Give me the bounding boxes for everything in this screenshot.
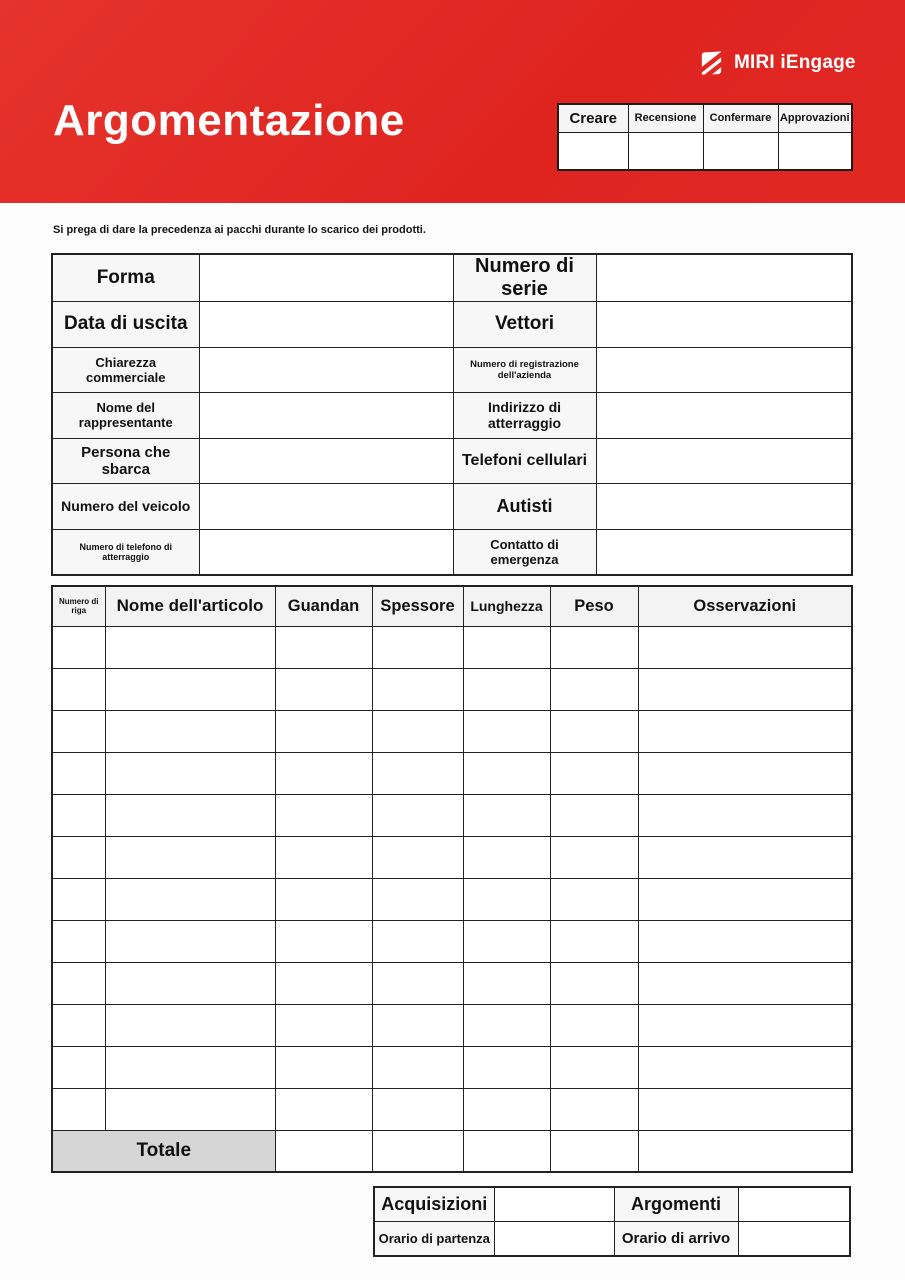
info-row [52,484,852,530]
field-data-di-uscita[interactable] [199,302,453,348]
item-cell-thickness[interactable] [372,1004,463,1046]
item-cell-thickness[interactable] [372,626,463,668]
item-cell-observations[interactable] [638,878,852,920]
item-row [52,878,852,920]
field-argomenti[interactable] [738,1187,850,1222]
field-numero-di-serie[interactable] [596,254,852,302]
item-cell-length[interactable] [463,836,550,878]
info-row [52,347,852,393]
approval-table [557,103,853,171]
item-cell-weight[interactable] [550,1004,638,1046]
item-cell-weight[interactable] [550,794,638,836]
approval-col-create: Creare [558,104,628,132]
item-row [52,668,852,710]
field-contatto-di-emergenza[interactable] [596,529,852,575]
info-row [52,438,852,484]
item-cell-length[interactable] [463,626,550,668]
item-cell-guandan[interactable] [275,752,372,794]
brand-name: MIRI iEngage [734,52,856,73]
label-chiarezza-commerciale: Chiarezza commerciale [52,347,199,393]
approval-col-confirm: Confermare [703,104,778,132]
label-orario-di-arrivo: Orario di arrivo [614,1222,738,1257]
item-cell-observations[interactable] [638,962,852,1004]
item-cell-observations[interactable] [638,1004,852,1046]
item-cell-article-name[interactable] [105,1088,275,1130]
item-row [52,752,852,794]
item-cell-article-name[interactable] [105,878,275,920]
item-cell-guandan[interactable] [275,920,372,962]
col-lunghezza: Lunghezza [463,586,550,626]
times-row [374,1222,850,1257]
item-row [52,920,852,962]
label-numero-di-serie: Numero di serie [453,254,596,302]
field-chiarezza-commerciale[interactable] [199,347,453,393]
item-cell-row-number[interactable] [52,962,105,1004]
item-cell-row-number[interactable] [52,1046,105,1088]
item-cell-row-number[interactable] [52,920,105,962]
col-numero-di-riga: Numero di riga [52,586,105,626]
shipment-info-table [51,253,853,576]
item-cell-observations[interactable] [638,1088,852,1130]
item-cell-article-name[interactable] [105,668,275,710]
label-numero-registrazione-azienda: Numero di registrazione dell'azienda [453,347,596,393]
label-contatto-di-emergenza: Contatto di emergenza [453,529,596,575]
item-cell-guandan[interactable] [275,836,372,878]
label-numero-telefono-atterraggio: Numero di telefono di atterraggio [52,529,199,575]
field-autisti[interactable] [596,484,852,530]
item-cell-length[interactable] [463,878,550,920]
label-acquisizioni: Acquisizioni [374,1187,494,1222]
item-cell-length[interactable] [463,794,550,836]
total-row [52,1130,852,1172]
item-cell-article-name[interactable] [105,1004,275,1046]
item-cell-weight[interactable] [550,626,638,668]
times-table [373,1186,851,1257]
item-cell-row-number[interactable] [52,626,105,668]
item-cell-thickness[interactable] [372,710,463,752]
item-cell-article-name[interactable] [105,920,275,962]
label-telefoni-cellulari: Telefoni cellulari [453,438,596,484]
label-vettori: Vettori [453,302,596,348]
item-row [52,794,852,836]
item-cell-article-name[interactable] [105,794,275,836]
approval-header-row [558,104,852,132]
item-cell-thickness[interactable] [372,752,463,794]
total-cell-lunghezza[interactable] [463,1130,550,1172]
item-cell-length[interactable] [463,1046,550,1088]
items-table [51,585,853,1173]
item-row [52,962,852,1004]
label-data-di-uscita: Data di uscita [52,302,199,348]
page-title: Argomentazione [53,96,405,145]
item-cell-observations[interactable] [638,1046,852,1088]
field-forma[interactable] [199,254,453,302]
item-cell-length[interactable] [463,962,550,1004]
label-numero-del-veicolo: Numero del veicolo [52,484,199,530]
label-orario-di-partenza: Orario di partenza [374,1222,494,1257]
page-header [0,0,905,203]
item-cell-article-name[interactable] [105,710,275,752]
label-indirizzo-di-atterraggio: Indirizzo di atterraggio [453,393,596,439]
brand-icon [698,49,725,77]
col-spessore: Spessore [372,586,463,626]
approval-col-approvals: Approvazioni [778,104,852,132]
brand-logo [698,49,856,77]
item-cell-article-name[interactable] [105,962,275,1004]
item-row [52,710,852,752]
item-cell-observations[interactable] [638,836,852,878]
item-cell-guandan[interactable] [275,1046,372,1088]
item-cell-row-number[interactable] [52,836,105,878]
field-vettori[interactable] [596,302,852,348]
item-cell-row-number[interactable] [52,1004,105,1046]
item-cell-length[interactable] [463,710,550,752]
total-cell-guandan[interactable] [275,1130,372,1172]
item-cell-weight[interactable] [550,878,638,920]
times-row [374,1187,850,1222]
item-cell-guandan[interactable] [275,1004,372,1046]
item-row [52,626,852,668]
item-cell-row-number[interactable] [52,794,105,836]
field-acquisizioni[interactable] [494,1187,614,1222]
info-row [52,302,852,348]
field-indirizzo-di-atterraggio[interactable] [596,393,852,439]
item-cell-thickness[interactable] [372,920,463,962]
approval-cell-approvals[interactable] [778,132,852,170]
col-guandan: Guandan [275,586,372,626]
info-row [52,254,852,302]
item-cell-length[interactable] [463,920,550,962]
item-cell-guandan[interactable] [275,794,372,836]
approval-cell-create[interactable] [558,132,628,170]
approval-col-review: Recensione [628,104,703,132]
items-header-row [52,586,852,626]
item-cell-article-name[interactable] [105,836,275,878]
item-cell-thickness[interactable] [372,878,463,920]
item-cell-guandan[interactable] [275,878,372,920]
item-cell-weight[interactable] [550,920,638,962]
item-cell-weight[interactable] [550,1088,638,1130]
item-cell-guandan[interactable] [275,1088,372,1130]
item-cell-observations[interactable] [638,794,852,836]
item-cell-row-number[interactable] [52,1088,105,1130]
item-cell-thickness[interactable] [372,1046,463,1088]
item-cell-weight[interactable] [550,836,638,878]
item-cell-observations[interactable] [638,920,852,962]
item-cell-thickness[interactable] [372,668,463,710]
item-cell-thickness[interactable] [372,1088,463,1130]
col-osservazioni: Osservazioni [638,586,852,626]
item-cell-row-number[interactable] [52,752,105,794]
item-cell-observations[interactable] [638,668,852,710]
field-numero-registrazione-azienda[interactable] [596,347,852,393]
field-nome-del-rappresentante[interactable] [199,393,453,439]
item-cell-guandan[interactable] [275,962,372,1004]
item-cell-row-number[interactable] [52,668,105,710]
field-numero-del-veicolo[interactable] [199,484,453,530]
item-cell-row-number[interactable] [52,710,105,752]
total-cell-osservazioni[interactable] [638,1130,852,1172]
item-cell-row-number[interactable] [52,878,105,920]
item-row [52,836,852,878]
item-cell-weight[interactable] [550,710,638,752]
item-cell-weight[interactable] [550,962,638,1004]
item-cell-weight[interactable] [550,668,638,710]
approval-signature-row [558,132,852,170]
item-cell-length[interactable] [463,1088,550,1130]
item-cell-weight[interactable] [550,752,638,794]
item-cell-observations[interactable] [638,626,852,668]
total-cell-peso[interactable] [550,1130,638,1172]
item-cell-thickness[interactable] [372,794,463,836]
field-orario-di-partenza[interactable] [494,1222,614,1257]
field-numero-telefono-atterraggio[interactable] [199,529,453,575]
approval-cell-review[interactable] [628,132,703,170]
item-cell-guandan[interactable] [275,626,372,668]
info-row [52,529,852,575]
instruction-note: Si prega di dare la precedenza ai pacchi durante lo scarico dei prodotti. [53,224,426,236]
total-label: Totale [52,1130,275,1172]
item-cell-observations[interactable] [638,752,852,794]
item-cell-length[interactable] [463,668,550,710]
label-autisti: Autisti [453,484,596,530]
item-cell-length[interactable] [463,1004,550,1046]
item-cell-article-name[interactable] [105,626,275,668]
item-row [52,1004,852,1046]
label-nome-del-rappresentante: Nome del rappresentante [52,393,199,439]
approval-cell-confirm[interactable] [703,132,778,170]
item-cell-observations[interactable] [638,710,852,752]
item-cell-article-name[interactable] [105,1046,275,1088]
label-argomenti: Argomenti [614,1187,738,1222]
item-cell-length[interactable] [463,752,550,794]
total-cell-spessore[interactable] [372,1130,463,1172]
item-cell-thickness[interactable] [372,962,463,1004]
item-row [52,1088,852,1130]
item-cell-weight[interactable] [550,1046,638,1088]
field-orario-di-arrivo[interactable] [738,1222,850,1257]
field-persona-che-sbarca[interactable] [199,438,453,484]
field-telefoni-cellulari[interactable] [596,438,852,484]
item-cell-article-name[interactable] [105,752,275,794]
item-cell-guandan[interactable] [275,668,372,710]
col-nome-articolo: Nome dell'articolo [105,586,275,626]
label-forma: Forma [52,254,199,302]
info-row [52,393,852,439]
item-cell-thickness[interactable] [372,836,463,878]
label-persona-che-sbarca: Persona che sbarca [52,438,199,484]
item-row [52,1046,852,1088]
col-peso: Peso [550,586,638,626]
item-cell-guandan[interactable] [275,710,372,752]
